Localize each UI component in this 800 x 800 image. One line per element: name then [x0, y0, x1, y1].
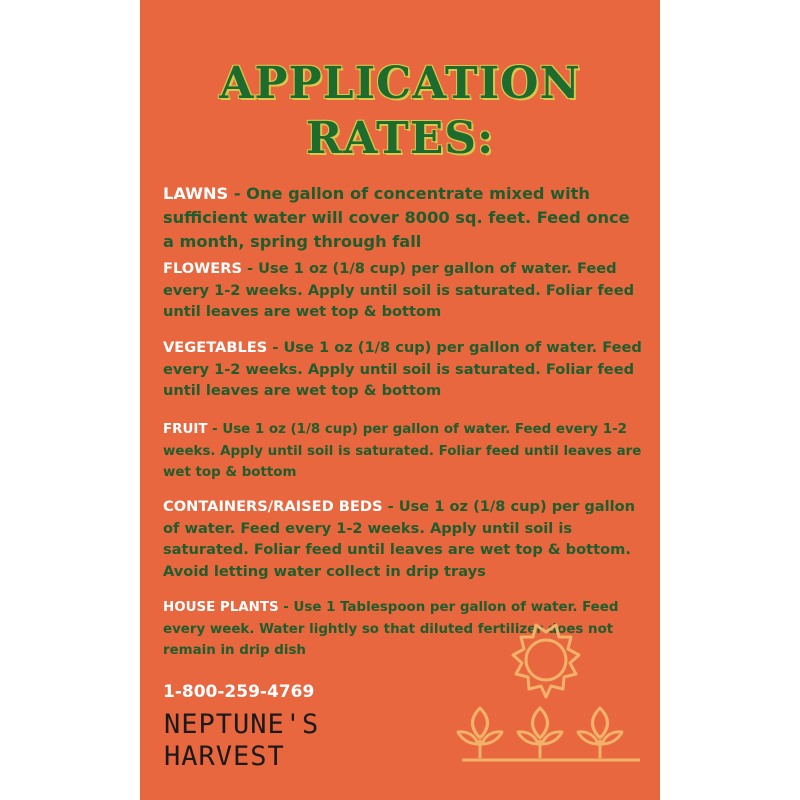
sprout-icon: [458, 708, 640, 760]
phone-number: 1-800-259-4769: [163, 682, 315, 702]
section-text: - Use 1 oz (1/8 cup) per gallon of water. Feed every 1-2 weeks. Apply until soil is saturated. Foliar feed until leaves are wet top & bottom: [163, 260, 635, 320]
brand-line-1: NEPTUNE'S: [164, 709, 320, 740]
title-line-1: APPLICATION: [219, 58, 581, 109]
section-label: FLOWERS: [163, 260, 242, 277]
sun-icon: [513, 625, 579, 697]
section-text: - Use 1 oz (1/8 cup) per gallon of water. Feed every 1-2 weeks. Apply until soil is saturated. Foliar feed until leaves are wet top & bottom. Avoid letting water collect in drip trays: [163, 498, 636, 580]
label-card: [140, 0, 660, 800]
section-text: - Use 1 Tablespoon per gallon of water. Feed every week. Water lightly so that diluted fertilizer does not remain in drip dish: [163, 600, 619, 658]
section-label: LAWNS: [163, 184, 229, 203]
brand-logo: [164, 709, 319, 773]
decoration-layer: [140, 0, 660, 800]
section-label: VEGETABLES: [163, 339, 268, 356]
section-label: HOUSE PLANTS: [163, 600, 279, 615]
section-text: - Use 1 oz (1/8 cup) per gallon of water. Feed every 1-2 weeks. Apply until soil is saturated. Foliar feed until leaves are wet top & bottom: [163, 339, 642, 399]
title-line-2: RATES:: [305, 113, 495, 164]
section-text: - Use 1 oz (1/8 cup) per gallon of water. Feed every 1-2 weeks. Apply until soil is saturated. Foliar feed until leaves are wet top & bottom: [163, 422, 642, 480]
brand-line-2: HARVEST: [164, 741, 285, 772]
section-text: - One gallon of concentrate mixed with sufficient water will cover 8000 sq. feet. Feed once a month, spring through fall: [163, 184, 630, 251]
section-label: CONTAINERS/RAISED BEDS: [163, 498, 383, 515]
section-label: FRUIT: [163, 422, 208, 437]
